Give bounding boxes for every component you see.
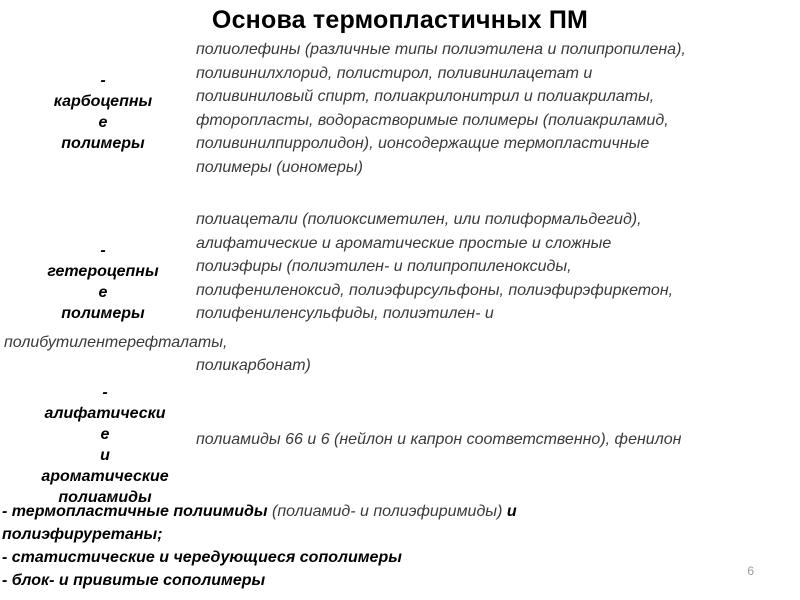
page-number: 6 — [747, 564, 754, 578]
bottom-text: - термопластичные полиимиды — [2, 503, 273, 520]
bottom-text: (полиамид- и полиэфиримиды) — [272, 503, 507, 520]
bottom-line-block-copolymers: - блок- и привитые сополимеры — [2, 572, 266, 589]
label-polyamides: - алифатически е и ароматические полиамиды — [41, 384, 169, 506]
desc-tail-line: поликарбонат) — [196, 357, 311, 374]
desc-line: полифениленоксид, полиэфирсульфоны, полиэфирэфиркетон, — [196, 281, 674, 299]
desc-overflow-line: полибутилентерефталаты, — [4, 334, 228, 351]
desc-line: поливинилхлорид, полистирол, поливинилацетат и — [196, 64, 593, 82]
desc-line: поливиниловый спирт, полиакрилонитрил и полиакрилаты, — [196, 88, 655, 105]
desc-carbochain-polymers — [196, 38, 686, 179]
bottom-list — [2, 500, 517, 592]
desc-heterochain-polymers — [196, 208, 673, 326]
desc-line: поливинилпирролидон), ионсодержащие термопластичные — [196, 135, 650, 152]
label-heterochain-polymers: - гетероцепны е полимеры — [47, 242, 159, 322]
desc-line: полиамиды 66 и 6 (нейлон и капрон соответственно), фенилон — [196, 431, 682, 448]
bottom-line-polyurethanes: полиэфируретаны; — [2, 526, 163, 543]
desc-line: полиацетали (полиоксиметилен, или полиформальдегид), — [196, 211, 642, 228]
desc-polyamides — [196, 428, 681, 452]
desc-line: полимеры (иономеры) — [196, 158, 363, 176]
bottom-text: и — [506, 503, 517, 520]
desc-line: полиэфиры (полиэтилен- и полипропиленоксиды, — [196, 258, 572, 275]
label-carbochain-polymers: - карбоцепны е полимеры — [53, 72, 153, 152]
desc-line: алифатические и ароматические простые и сложные — [196, 234, 612, 252]
desc-line: фторопласты, водорастворимые полимеры (полиакриламид, — [196, 111, 669, 129]
bottom-line-copolymers: - статистические и чередующиеся сополимеры — [2, 549, 402, 566]
bottom-line-polyimides — [2, 500, 517, 523]
slide-title: Основа термопластичных ПМ — [211, 6, 589, 34]
desc-line: полиолефины (различные типы полиэтилена и полипропилена), — [196, 41, 686, 58]
desc-line: полифениленсульфиды, полиэтилен- и — [196, 305, 494, 322]
